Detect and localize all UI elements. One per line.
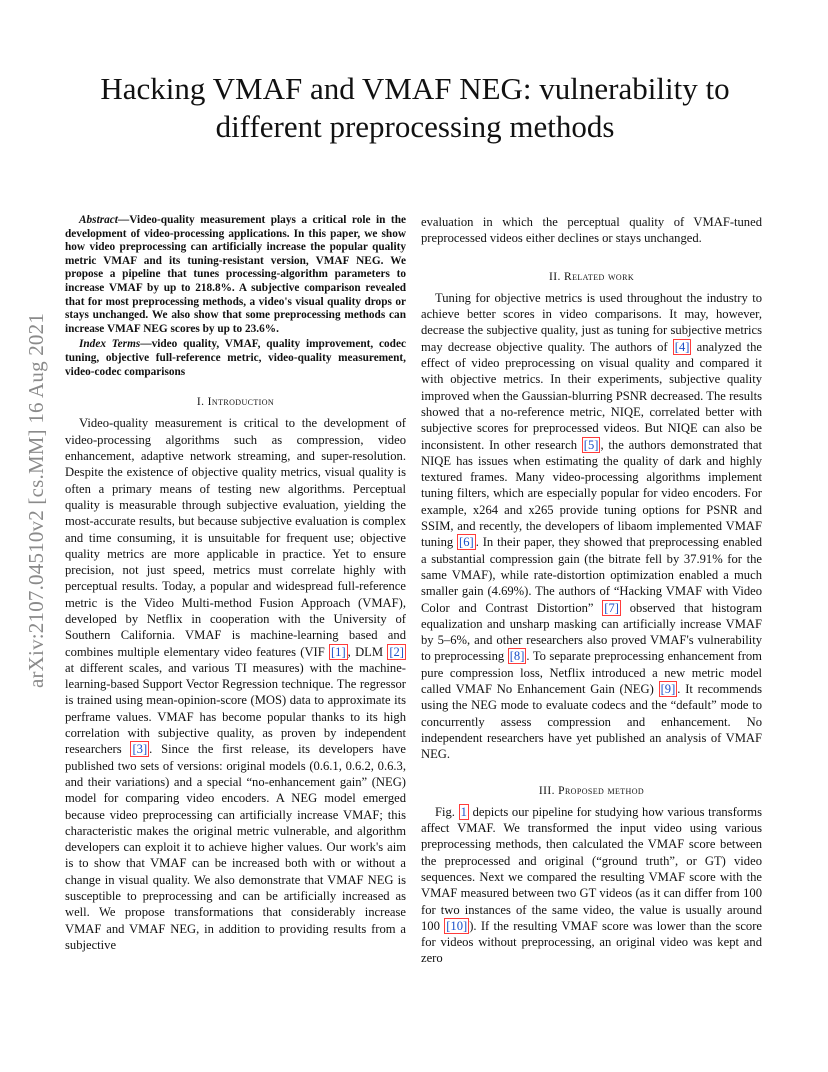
citation-link[interactable]: [8] <box>509 649 525 664</box>
citation-link[interactable]: [2] <box>389 644 404 659</box>
related-text-3: , the authors demonstrated that NIQE has issues when estimating the quality of dark and highly textured frames. Many video-processing algorithms implement tuning filters, which are especially popular for video encoders. For example, x264 and x265 provide tuning options for PSNR and SSIM, and recently, the developers of libaom implemented VMAF tuning <box>421 437 762 550</box>
citation-link[interactable]: [5] <box>583 437 599 452</box>
citation-link[interactable]: [4] <box>674 339 690 354</box>
left-column <box>65 214 406 953</box>
section-heading-introduction: I. Introduction <box>196 396 275 409</box>
index-terms <box>65 338 406 379</box>
introduction-paragraph-continued: evaluation in which the perceptual quality of VMAF-tuned preprocessed videos either declines or stays unchanged. <box>421 215 762 246</box>
citation-link[interactable]: [7] <box>604 600 619 615</box>
citation-link[interactable]: [10] <box>446 918 468 933</box>
proposed-method-paragraph <box>421 804 762 967</box>
index-terms-text: —video quality, VMAF, quality improvement, codec tuning, objective full-reference metric, video-quality measurement, video-codec comparisons <box>65 338 406 378</box>
related-text-5: observed that histogram equalization and unsharp masking can artificially increase VMAF by 5–6%, and other researchers also proved VMAF's vulnerability to preprocessing <box>421 600 762 664</box>
figure-link[interactable]: 1 <box>460 804 467 819</box>
introduction-paragraph <box>65 415 406 953</box>
intro-text-2: , DLM <box>347 644 388 659</box>
right-column <box>421 214 762 967</box>
proposed-text-1: Fig. <box>435 804 459 819</box>
section-heading-related-work: II. Related work <box>548 270 634 283</box>
intro-text-4: . Since the first release, its developers have published two sets of versions: original models (0.6.1, 0.6.2, 0.6.3, and their variations) and a special “no-enhancement gain” (NEG) model for comparing video encoders. A NEG model emerged because video preprocessing can artificially increase VMAF; this characteristic makes the original metric vulnerable, and algorithm developers can exploit it to achieve higher values. Our work's aim is to show that VMAF can be increased both with or without a change in visual quality. We also demonstrate that VMAF NEG is susceptible to preprocessing and can be artificially increased as well. We propose transformations that considerably increase VMAF and VMAF NEG, in addition to providing results from a subjective <box>65 742 406 952</box>
related-text-1: Tuning for objective metrics is used throughout the industry to achieve better scores in video comparisons. It may, however, decrease the subjective quality, just as tuning for subjective metrics may decrease objective quality. The authors of <box>421 290 762 354</box>
citation-link[interactable]: [3] <box>132 742 148 757</box>
paper-title: Hacking VMAF and VMAF NEG: vulnerability to different preprocessing methods <box>100 71 730 144</box>
related-text-4: . In their paper, they showed that preprocessing enabled a substantial compression gain (the bitrate fell by 37.91% for the same VMAF), while rate-distortion optimization enabled a much smaller gain (4.69%). The authors of “Hacking VMAF with Video Color and Contrast Distortion” <box>421 535 762 615</box>
citation-link[interactable]: [9] <box>660 682 676 697</box>
related-text-2: analyzed the effect of video preprocessing on visual quality and compared it with objective metrics. In their experiments, subjective quality improved when the Gaussian-blurring PSNR decreased. The results showed that a no-reference metric, NIQE, correlated better with subjective scores for preprocessed videos. But NIQE can also be inconsistent. In other research <box>421 339 762 452</box>
related-text-6: . To separate preprocessing enhancement from pure compression loss, Netflix introduced a new metric model called VMAF No Enhancement Gain (NEG) <box>421 649 762 697</box>
abstract <box>65 214 406 336</box>
intro-text-3: at different scales, and various TI measures) with the machine-learning-based Support Vector Regression technique. The regressor is trained using mean-opinion-score (MOS) data to approximate its perframe values. VMAF has become popular thanks to its high correlation with subjective quality, as proven by independent researchers <box>65 660 406 757</box>
citation-link[interactable]: [1] <box>330 644 346 659</box>
intro-text-1: Video-quality measurement is critical to the development of video-processing algorithms such as compression, video enhancement, adaptive network streaming, and super-resolution. Despite the existence of objective quality metrics, visual quality is often a primary means of testing new algorithms. Perceptual quality is measurable through subjective evaluation, yielding the most-accurate results, but because subjective evaluation is complex and time consuming, it is unsuitable for frequent use; objective quality metrics are more applicable in practice. Yet to ensure precision, not just speed, metrics must correlate highly with perceptual results. Today, a popular and widespread full-reference metric is the Video Multi-method Fusion Approach (VMAF), developed by Netflix in cooperation with the University of Southern California. VMAF is machine-learning based and combines multiple elementary video features (VIF <box>65 416 406 659</box>
section-heading-proposed-method: III. Proposed method <box>538 784 645 797</box>
related-text-7: . It recommends using the NEG mode to evaluate codecs and the “default” mode to concurrently assess compression and enhancement. No independent researchers have yet published an analysis of VMAF NEG. <box>421 682 763 762</box>
citation-link[interactable]: [6] <box>459 535 474 550</box>
abstract-text: —Video-quality measurement plays a critical role in the development of video-processing applications. In this paper, we show how video preprocessing can artificially increase the popular quality metric VMAF and its tuning-resistant version, VMAF NEG. We propose a pipeline that tunes processing-algorithm parameters to increase VMAF by up to 218.8%. A subjective comparison revealed that for most preprocessing methods, a video's visual quality drops or stays unchanged. We also show that some preprocessing methods can increase VMAF NEG scores by up to 23.6%. <box>65 214 406 335</box>
related-work-paragraph <box>421 290 762 763</box>
proposed-text-2: depicts our pipeline for studying how various transforms affect VMAF. We transformed the input video using various preprocessing methods, then calculated the VMAF score between the preprocessed and original (“ground truth”, or GT) video sequences. Next we compared the resulting VMAF score with the VMAF measured between two GT videos (as it can differ from 100 for two instances of the same video, the value is usually around 100 <box>421 804 762 933</box>
arxiv-identifier-text: arXiv:2107.04510v2 [cs.MM] 16 Aug 2021 <box>24 312 49 688</box>
arxiv-identifier <box>20 270 54 730</box>
abstract-lead: Abstract <box>79 214 118 226</box>
proposed-text-3: ). If the resulting VMAF score was lower than the score for videos without preprocessing, an original video was kept and zero <box>421 918 762 966</box>
index-terms-lead: Index Terms <box>79 338 141 351</box>
